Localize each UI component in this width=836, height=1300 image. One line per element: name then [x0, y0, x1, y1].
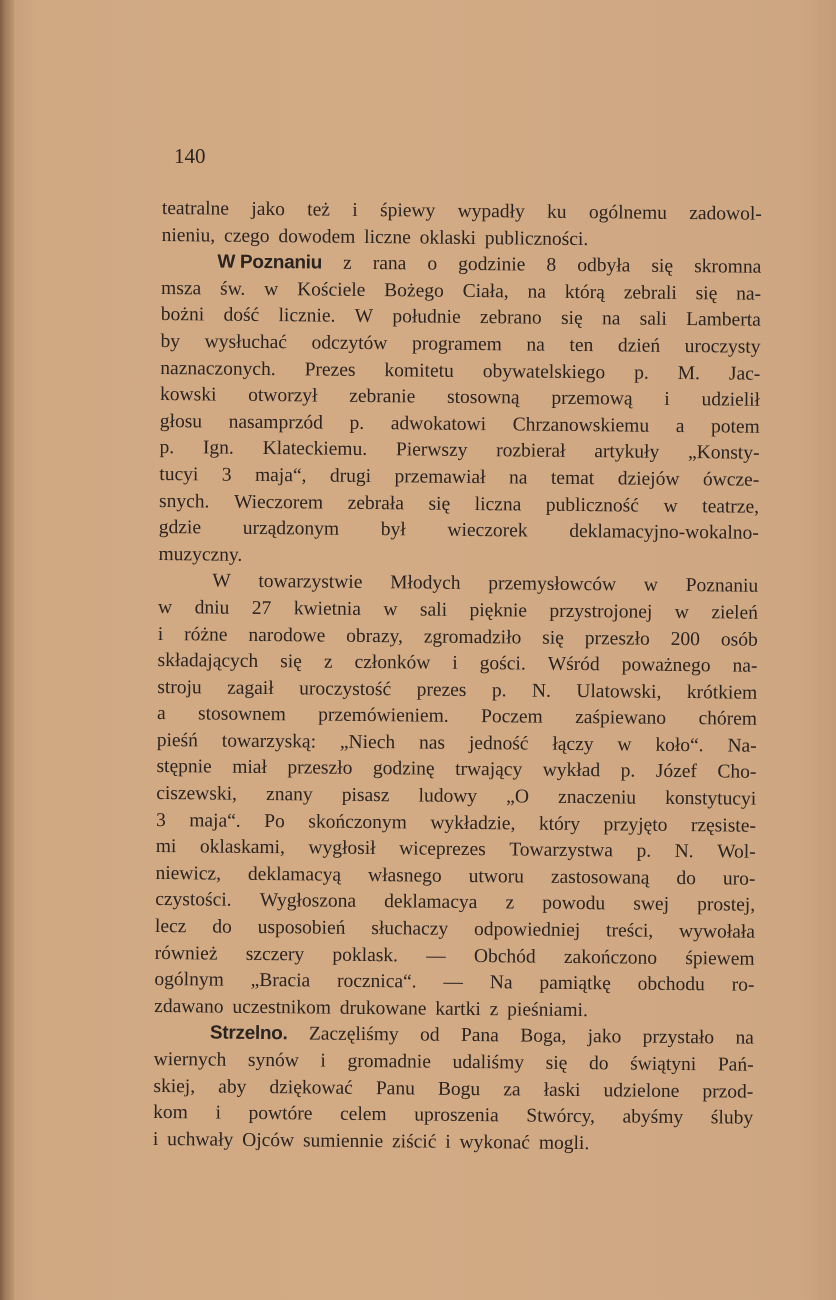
- word: i: [215, 1102, 222, 1124]
- word: p.: [636, 840, 652, 862]
- word: Stwórcy,: [526, 1105, 596, 1128]
- word: od: [420, 1024, 440, 1047]
- word: ludowy: [418, 785, 478, 808]
- word: zieleń: [711, 602, 759, 624]
- word: składających: [157, 650, 259, 673]
- word: do: [676, 867, 697, 889]
- word: łączy: [552, 733, 594, 756]
- word: Jac-: [728, 363, 761, 385]
- word: drugi: [329, 465, 372, 487]
- word: wysłuchać: [204, 331, 288, 354]
- word: „Niech: [339, 731, 396, 754]
- word: dziejów: [617, 468, 680, 490]
- word: usposobień: [257, 916, 346, 939]
- word: uro-: [722, 868, 756, 890]
- text-run: zdawano uczestnikom drukowane kartki z pieśniami.: [154, 995, 589, 1021]
- word: przystało: [642, 1027, 715, 1049]
- word: teatrze,: [702, 495, 760, 518]
- word: na-: [736, 283, 762, 305]
- word: się: [695, 282, 718, 305]
- word: był: [380, 519, 406, 541]
- word: Wygłoszona: [259, 890, 357, 913]
- word: Młodych: [390, 572, 461, 595]
- word: uproszenia: [414, 1104, 499, 1127]
- word: rzęsiste-: [690, 814, 757, 837]
- word: się: [545, 1052, 568, 1074]
- word: czystości.: [155, 889, 232, 912]
- word: udaliśmy: [452, 1051, 525, 1074]
- word: W: [212, 570, 231, 592]
- word: nas: [418, 732, 446, 754]
- word: koło“.: [655, 734, 704, 757]
- book-binding-edge: [0, 0, 14, 1300]
- word: powtóre: [248, 1103, 313, 1125]
- word: na: [735, 1027, 754, 1050]
- word: udzielił: [701, 389, 761, 411]
- word: przemową: [551, 387, 633, 410]
- word: zebrała: [347, 492, 405, 514]
- word: się: [651, 255, 674, 278]
- word: Ulatowski,: [576, 680, 662, 703]
- word: i: [352, 199, 358, 221]
- text-run: muzyczny.: [158, 543, 243, 566]
- word: ku: [546, 201, 567, 223]
- word: by: [160, 330, 181, 353]
- word: stosowną: [446, 386, 520, 409]
- word: w: [617, 734, 632, 756]
- word: Chrzanowskiemu: [512, 414, 650, 437]
- word: przyjęto: [603, 813, 668, 836]
- word: osób: [720, 628, 758, 651]
- word: licznie.: [278, 305, 336, 328]
- word: powodu: [542, 893, 606, 915]
- word: w: [643, 574, 659, 597]
- word: słuchaczy: [371, 918, 449, 940]
- word: przemysłowców: [488, 573, 617, 596]
- word: wykładzie,: [430, 812, 516, 835]
- word: pisasz: [341, 784, 390, 807]
- word: na: [508, 467, 528, 489]
- word: z: [505, 892, 515, 914]
- word: Pierwszy: [395, 439, 468, 462]
- word: godzinie: [458, 254, 526, 276]
- word: szczery: [245, 943, 305, 966]
- word: z: [323, 651, 333, 673]
- word: W: [354, 306, 374, 328]
- word: południe: [392, 306, 461, 329]
- word: jako: [251, 198, 286, 221]
- word: deklamacyą: [247, 863, 342, 886]
- word: pieśń: [156, 729, 199, 752]
- word: Lamberta: [686, 309, 761, 332]
- word: maja“.: [189, 809, 241, 832]
- word: N.: [674, 841, 694, 863]
- word: odbyła: [577, 255, 631, 277]
- word: chórem: [698, 708, 758, 731]
- word: Na-: [727, 735, 757, 757]
- word: przeszło: [584, 627, 650, 650]
- word: Ciała,: [462, 280, 509, 303]
- word: wygłosił: [308, 837, 376, 860]
- word: 3: [155, 809, 166, 831]
- word: i: [157, 623, 164, 645]
- word: uroczystość: [299, 678, 392, 700]
- word: sali: [419, 599, 448, 621]
- word: śpiewem: [685, 947, 755, 970]
- word: —: [426, 945, 446, 967]
- word: Boga,: [520, 1025, 567, 1048]
- word: 8: [546, 254, 557, 276]
- word: otworzył: [248, 384, 318, 407]
- word: komitetu: [384, 359, 454, 382]
- word: gości.: [479, 653, 526, 675]
- word: trwający: [455, 759, 523, 781]
- word: prostej,: [697, 894, 756, 917]
- word: zgromadziło: [423, 626, 522, 648]
- word: godzinę: [372, 758, 435, 781]
- word: Poznaniu: [685, 575, 759, 598]
- word: Poczem: [480, 706, 543, 728]
- text-run: i uchwały Ojców sumiennie ziścić i wykonać mogli.: [152, 1128, 590, 1154]
- word: śpiewy: [379, 200, 436, 222]
- word: pięknie: [469, 599, 528, 622]
- word: tucyi: [159, 463, 199, 486]
- word: p.: [159, 437, 175, 459]
- word: na: [601, 308, 621, 330]
- word: kwietnia: [293, 598, 362, 620]
- word: rocznica“.: [336, 970, 417, 993]
- word: o: [427, 253, 438, 275]
- word: poklask.: [332, 944, 399, 966]
- word: a: [675, 415, 685, 437]
- word: programem: [411, 333, 502, 356]
- word: obrazy,: [346, 625, 403, 647]
- word: również: [154, 942, 218, 965]
- word: rozbierał: [496, 440, 566, 463]
- word: znany: [265, 784, 313, 806]
- word: wywołała: [679, 921, 756, 943]
- word: stosownem: [197, 703, 286, 726]
- word: niewicz,: [155, 862, 222, 885]
- word: konstytucyi: [665, 787, 757, 810]
- word: Po: [264, 810, 285, 832]
- word: w: [674, 601, 690, 623]
- word: nasamprzód: [228, 411, 324, 434]
- word: z: [342, 252, 352, 275]
- word: Zaczęliśmy: [308, 1023, 399, 1046]
- word: przemawiał: [394, 466, 486, 489]
- word: się: [542, 627, 565, 649]
- word: Na: [489, 972, 513, 994]
- text-run: nieniu, czego dowodem liczne oklaski publiczności.: [161, 224, 589, 250]
- word: świątyni: [630, 1053, 697, 1076]
- word: wiernych: [153, 1048, 227, 1071]
- word: zadowol-: [689, 203, 762, 225]
- word: kowski: [159, 384, 217, 406]
- word: aby: [218, 1076, 247, 1098]
- word: gromadnie: [347, 1050, 432, 1073]
- word: śluby: [710, 1107, 754, 1129]
- word: przeszło: [287, 757, 353, 780]
- word: jedność: [468, 732, 529, 755]
- word: towarzyską:: [221, 730, 317, 753]
- word: synów: [247, 1049, 299, 1072]
- word: maja“,: [254, 464, 307, 487]
- word: łaski: [543, 1079, 581, 1101]
- word: dziękować: [269, 1076, 353, 1099]
- word: krótkiem: [686, 681, 758, 704]
- word: na: [526, 334, 545, 356]
- word: zagaił: [227, 677, 274, 699]
- word: prezes: [416, 679, 467, 701]
- word: ówcze-: [702, 469, 760, 491]
- word: uroczysty: [684, 335, 761, 358]
- word: w: [663, 495, 678, 517]
- word: w: [157, 596, 173, 619]
- word: —: [443, 971, 464, 994]
- word: w: [383, 599, 398, 621]
- word: obchodu: [637, 973, 705, 996]
- word: Ign.: [202, 437, 234, 460]
- word: sali: [639, 308, 667, 331]
- word: wiceprezes: [399, 838, 486, 861]
- word: którą: [564, 281, 605, 304]
- word: głosu: [159, 410, 203, 433]
- word: 200: [670, 628, 701, 650]
- word: Klateckiemu.: [262, 438, 368, 461]
- word: w: [264, 278, 279, 300]
- word: i: [320, 1050, 326, 1072]
- word: dniu: [194, 597, 230, 619]
- word: „Bracia: [250, 970, 311, 992]
- word: stroju: [157, 676, 202, 699]
- word: przystrojonej: [549, 600, 653, 623]
- word: zaśpiewano: [575, 707, 667, 730]
- word: miał: [232, 757, 268, 779]
- word: Prezes: [304, 358, 356, 381]
- word: 27: [251, 597, 272, 619]
- word: Towarzystwa: [509, 839, 614, 862]
- word: temat: [550, 467, 595, 490]
- word: p.: [620, 760, 636, 783]
- word: przemówieniem.: [318, 704, 449, 728]
- word: do: [212, 916, 232, 938]
- word: jako: [587, 1026, 622, 1048]
- word: wypadły: [457, 200, 525, 223]
- word: Wol-: [717, 841, 756, 863]
- word: się: [428, 493, 451, 515]
- word: swej: [633, 893, 670, 916]
- word: narodowe: [248, 624, 326, 647]
- word: N.: [531, 680, 552, 702]
- word: Panu: [375, 1077, 415, 1100]
- page-number: 140: [174, 144, 206, 168]
- word: poważnego: [621, 654, 711, 677]
- word: pamiątkę: [539, 972, 611, 995]
- word: Wśród: [547, 653, 600, 676]
- word: na-: [732, 655, 758, 677]
- word: rana: [372, 253, 407, 275]
- word: i: [452, 652, 458, 674]
- word: deklamacyjno-wokalno-: [569, 521, 759, 544]
- word: Cho-: [717, 761, 757, 784]
- word: skiej,: [153, 1075, 196, 1097]
- word: Józef: [655, 761, 698, 783]
- word: Kościele: [297, 279, 366, 301]
- word: odpowiedniej: [473, 919, 581, 942]
- word: ciszewski,: [156, 783, 238, 805]
- word: zakończono: [563, 946, 658, 969]
- word: urządzonym: [242, 517, 340, 540]
- section-heading: Strzelno.: [209, 1022, 288, 1045]
- word: a: [156, 703, 166, 725]
- word: i: [664, 388, 670, 411]
- word: utworu: [468, 865, 525, 888]
- word: dość: [223, 304, 260, 327]
- word: Pań-: [717, 1054, 754, 1076]
- word: wykład: [542, 760, 601, 782]
- word: „O: [506, 786, 530, 808]
- word: „Konsty-: [687, 442, 760, 465]
- word: dzień: [617, 335, 661, 357]
- word: udzielone: [603, 1079, 680, 1102]
- word: zebrano: [479, 307, 542, 330]
- word: ro-: [731, 974, 755, 996]
- word: lecz: [154, 915, 187, 938]
- word: na: [527, 281, 547, 303]
- word: który: [538, 813, 581, 835]
- word: celem: [339, 1103, 387, 1126]
- word: do: [588, 1053, 609, 1075]
- word: deklamacya: [384, 891, 478, 914]
- word: obywatelskiego: [482, 360, 606, 383]
- word: gdzie: [158, 517, 202, 539]
- word: ogólnym: [154, 969, 224, 991]
- word: p.: [349, 412, 365, 434]
- word: Wieczorem: [233, 491, 324, 514]
- word: adwokatowi: [390, 412, 487, 435]
- word: się: [560, 308, 583, 330]
- word: św.: [219, 278, 246, 300]
- word: znaczeniu: [558, 786, 637, 809]
- word: artykuły: [594, 441, 660, 464]
- word: Obchód: [473, 945, 536, 968]
- word: liczna: [474, 493, 522, 515]
- word: skromna: [694, 256, 762, 278]
- word: ten: [569, 334, 594, 357]
- word: 3: [221, 464, 232, 486]
- body-text: [153, 196, 762, 1159]
- word: snych.: [158, 490, 210, 513]
- word: Pana: [460, 1025, 499, 1047]
- word: bożni: [160, 304, 205, 326]
- word: wieczorek: [447, 519, 528, 542]
- word: też: [307, 199, 331, 221]
- word: ogólnemu: [588, 202, 668, 224]
- word: p.: [634, 362, 649, 384]
- word: treści,: [606, 920, 654, 942]
- word: towarzystwie: [258, 571, 363, 594]
- word: odczytów: [311, 332, 388, 355]
- word: zastosowaną: [550, 866, 650, 889]
- word: za: [503, 1078, 521, 1101]
- word: teatralne: [161, 197, 230, 220]
- word: potem: [710, 416, 760, 438]
- word: kom: [153, 1102, 188, 1124]
- word: się: [280, 651, 302, 673]
- word: publiczność: [545, 494, 640, 517]
- word: abyśmy: [622, 1106, 684, 1129]
- word: różne: [184, 623, 228, 646]
- word: msza: [161, 277, 202, 300]
- word: przod-: [702, 1080, 754, 1103]
- word: mi: [155, 836, 177, 858]
- word: Bogu: [437, 1078, 481, 1100]
- word: p.: [491, 679, 507, 702]
- word: skończonym: [308, 811, 407, 834]
- word: stępnie: [156, 756, 212, 778]
- word: własnego: [367, 864, 442, 887]
- word: Bożego: [384, 279, 444, 302]
- word: zebranie: [349, 385, 416, 408]
- word: M.: [677, 362, 701, 384]
- word: członków: [354, 651, 431, 674]
- word: naznaczonych.: [160, 357, 276, 380]
- word: oklaskami,: [199, 836, 286, 859]
- word: zebrali: [623, 282, 677, 304]
- section-heading: W Poznaniu: [217, 251, 323, 274]
